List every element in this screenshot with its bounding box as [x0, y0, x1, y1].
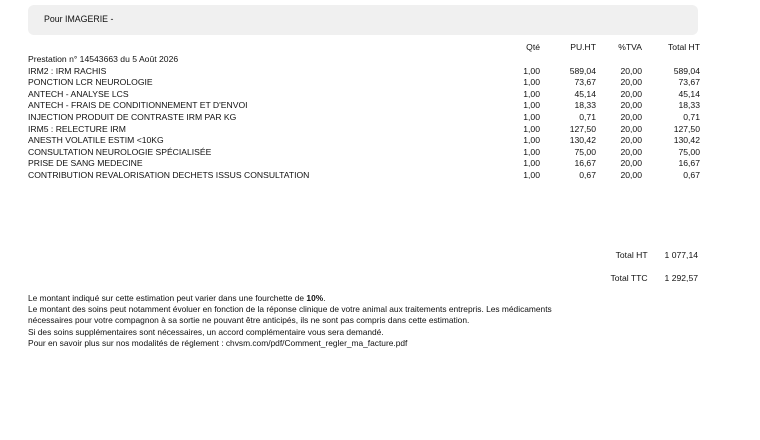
- prestation-text: Prestation n° 14543663 du 5 Août 2026: [28, 54, 179, 64]
- table-row: [28, 135, 700, 147]
- row-label: PONCTION LCR NEUROLOGIE: [28, 77, 153, 88]
- row-qty: 1,00: [523, 169, 540, 180]
- table-row: [28, 66, 700, 78]
- footer-line-1-percent: 10%: [306, 293, 324, 303]
- footer-line-2: Le montant des soins peut notamment évoluer en fonction de la réponse clinique de votre animal aux traitements entrepris. Les médicaments: [28, 304, 552, 315]
- row-unit-price: 45,14: [574, 88, 596, 99]
- footer-line-4: Si des soins supplémentaires sont nécessaires, un accord complémentaire vous sera demandé.: [28, 326, 384, 337]
- row-label: CONSULTATION NEUROLOGIE SPÉCIALISÉE: [28, 146, 212, 157]
- row-vat: 20,00: [620, 77, 642, 88]
- row-qty: 1,00: [523, 100, 540, 111]
- row-unit-price: 73,67: [574, 77, 596, 88]
- row-vat: 20,00: [620, 146, 642, 157]
- row-vat: 20,00: [620, 135, 642, 146]
- row-total: 589,04: [673, 65, 700, 76]
- row-vat: 20,00: [620, 88, 642, 99]
- label-column-header: [28, 40, 448, 54]
- prestation-row: [28, 54, 700, 66]
- total-ttc-label: Total TTC: [610, 273, 648, 283]
- row-total: 75,00: [678, 146, 700, 157]
- row-label: IRM5 : RELECTURE IRM: [28, 123, 126, 134]
- table-row: [28, 124, 700, 136]
- row-total: 0,71: [683, 111, 700, 122]
- header-box: [28, 5, 698, 35]
- total-ht-label: Total HT: [615, 250, 648, 260]
- row-unit-price: 16,67: [574, 158, 596, 169]
- row-qty: 1,00: [523, 111, 540, 122]
- footer-line-1-text: Le montant indiqué sur cette estimation peut varier dans une fourchette de: [28, 293, 307, 303]
- row-unit-price: 0,67: [579, 169, 596, 180]
- table-header-row: [28, 40, 700, 54]
- row-label: PRISE DE SANG MEDECINE: [28, 158, 143, 169]
- row-vat: 20,00: [620, 111, 642, 122]
- row-qty: 1,00: [523, 77, 540, 88]
- row-vat: 20,00: [620, 169, 642, 180]
- row-unit-price: 75,00: [574, 146, 596, 157]
- row-vat: 20,00: [620, 65, 642, 76]
- table-row: [28, 158, 700, 170]
- row-qty: 1,00: [523, 158, 540, 169]
- row-unit-price: 589,04: [569, 65, 596, 76]
- items-table: [28, 40, 700, 182]
- row-qty: 1,00: [523, 88, 540, 99]
- row-unit-price: 127,50: [569, 123, 596, 134]
- qty-column-header: Qté: [526, 42, 540, 52]
- row-total: 0,67: [683, 169, 700, 180]
- footer-notes: [28, 293, 708, 349]
- row-qty: 1,00: [523, 135, 540, 146]
- row-vat: 20,00: [620, 100, 642, 111]
- table-row: [28, 100, 700, 112]
- row-total: 45,14: [678, 88, 700, 99]
- table-row: [28, 89, 700, 101]
- row-unit-price: 18,33: [574, 100, 596, 111]
- footer-line-1-suffix: .: [323, 293, 326, 303]
- row-total: 73,67: [678, 77, 700, 88]
- table-row: [28, 77, 700, 89]
- row-qty: 1,00: [523, 123, 540, 134]
- footer-line-5: Pour en savoir plus sur nos modalités de réglement : chvsm.com/pdf/Comment_regler_ma_facture.pdf: [28, 337, 408, 348]
- tva-column-header: %TVA: [618, 42, 642, 52]
- row-unit-price: 130,42: [569, 135, 596, 146]
- row-qty: 1,00: [523, 65, 540, 76]
- row-label: INJECTION PRODUIT DE CONTRASTE IRM PAR KG: [28, 111, 237, 122]
- row-label: ANTECH - ANALYSE LCS: [28, 88, 129, 99]
- row-unit-price: 0,71: [579, 111, 596, 122]
- row-label: IRM2 : IRM RACHIS: [28, 65, 107, 76]
- table-row: [28, 170, 700, 182]
- table-row: [28, 112, 700, 124]
- row-label: ANTECH - FRAIS DE CONDITIONNEMENT ET D'ENVOI: [28, 100, 248, 111]
- footer-line-1: [28, 293, 708, 304]
- total-column-header: Total HT: [668, 42, 700, 52]
- row-label: CONTRIBUTION REVALORISATION DECHETS ISSUS CONSULTATION: [28, 169, 310, 180]
- total-ttc-value: 1 292,57: [664, 273, 698, 283]
- total-ht: [616, 250, 698, 260]
- row-total: 18,33: [678, 100, 700, 111]
- footer-line-3: nécessaires pour votre compagnon à sa sortie ne pouvant être anticipés, ils ne sont pas compris dans cette estimation.: [28, 315, 470, 326]
- total-ttc: [611, 273, 698, 283]
- row-total: 130,42: [673, 135, 700, 146]
- row-qty: 1,00: [523, 146, 540, 157]
- total-ht-value: 1 077,14: [664, 250, 698, 260]
- row-label: ANESTH VOLATILE ESTIM <10KG: [28, 135, 164, 146]
- row-vat: 20,00: [620, 158, 642, 169]
- row-total: 127,50: [673, 123, 700, 134]
- header-title: Pour IMAGERIE -: [44, 14, 114, 24]
- row-vat: 20,00: [620, 123, 642, 134]
- table-row: [28, 147, 700, 159]
- pu-column-header: PU.HT: [570, 42, 596, 52]
- row-total: 16,67: [678, 158, 700, 169]
